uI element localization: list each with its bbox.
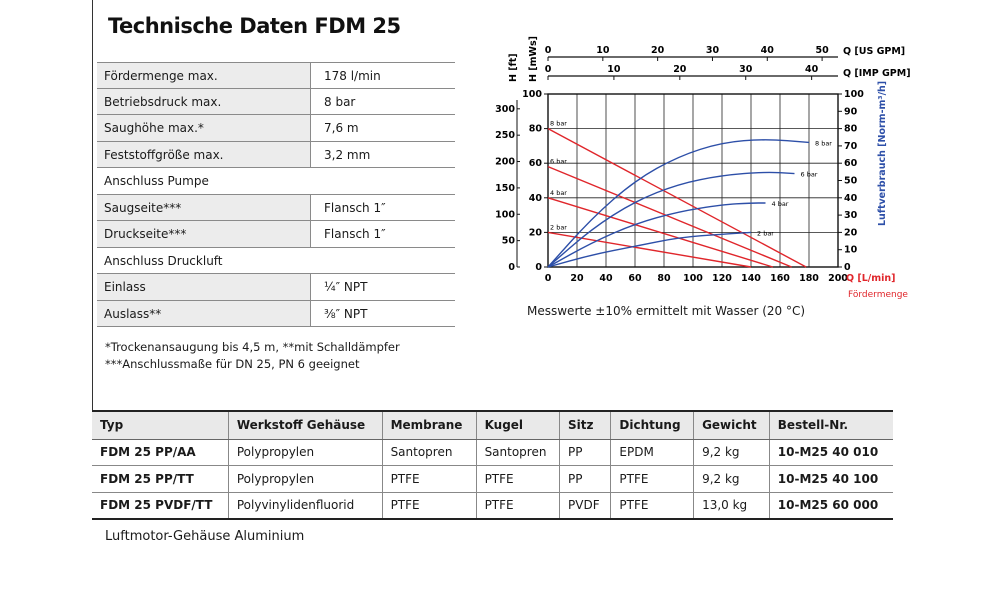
spec-row [97,142,455,169]
x-tick-label: 100 [683,273,703,284]
product-table [92,410,893,520]
table-row [92,492,893,519]
spec-section-header [97,168,455,195]
cell-seal: PTFE [611,492,694,519]
column-header: Gewicht [694,411,770,439]
air-series-label: 8 bar [815,139,832,148]
cell-ball: Santopren [476,439,559,466]
spec-section-header [97,248,455,275]
performance-chart [490,30,910,330]
x-tick-label: 20 [570,273,584,284]
y-tick-label-ft: 300 [495,103,515,115]
spec-value: Flansch 1″ [310,221,455,247]
column-header: Typ [92,411,228,439]
cell-membrane: PTFE [382,492,476,519]
top-axis-imp-tick-label: 10 [607,64,621,75]
head-series-line [548,167,792,267]
y-tick-label-ft: 0 [508,262,515,273]
left-axis-mws-label: H [mWs] [528,36,539,82]
spec-value: ¼″ NPT [310,274,455,300]
y-tick-label-mws: 60 [528,158,542,170]
spec-label: Fördermenge max. [104,69,218,83]
x-tick-label: 80 [657,273,671,284]
spec-label: Auslass** [104,306,162,321]
cell-seal: PTFE [611,466,694,493]
table-row [92,466,893,493]
x-tick-label: 0 [544,273,552,284]
spec-section-label: Anschluss Pumpe [104,174,209,188]
column-header: Dichtung [611,411,694,439]
y-tick-label-right: 60 [844,158,858,170]
cell-weight: 9,2 kg [694,466,770,493]
spec-value: 3,2 mm [310,142,455,168]
spec-row [97,89,455,116]
cell-seat: PP [560,466,611,493]
y-tick-label-right: 70 [844,140,858,152]
x-tick-label: 180 [799,273,819,284]
spec-section-label: Anschluss Druckluft [104,253,223,268]
top-axis-imp-tick-label: 40 [805,64,819,75]
y-tick-label-mws: 40 [528,192,542,204]
head-series-label: 8 bar [550,119,567,128]
spec-value: 178 l/min [310,63,455,88]
footnotes [105,339,400,373]
head-series-label: 4 bar [550,188,567,197]
spec-label: Druckseite*** [104,227,187,241]
cell-type: FDM 25 PP/AA [92,439,228,466]
top-axis-imp-tick-label: 20 [673,64,687,75]
footnote: ***Anschlussmaße für DN 25, PN 6 geeignet [105,357,360,371]
cell-seat: PVDF [560,492,611,519]
top-axis-us-label: Q [US GPM] [843,46,906,57]
cell-seal: EPDM [611,439,694,466]
cell-ball: PTFE [476,466,559,493]
product-table-header [92,411,893,439]
chart-caption: Messwerte ±10% ermittelt mit Wasser (20 °C) [527,304,806,318]
top-axis-us-tick-label: 40 [760,45,774,56]
top-axis-us-tick-label: 0 [544,45,552,56]
x-tick-label: 140 [741,273,761,284]
y-tick-label-mws: 100 [522,89,542,100]
page-title: Technische Daten FDM 25 [108,14,401,38]
top-axis-us-tick-label: 20 [651,45,665,56]
cell-order-no: 10-M25 40 100 [769,466,893,493]
cell-weight: 9,2 kg [694,439,770,466]
air-series-label: 2 bar [757,229,774,238]
spec-label: Feststoffgröße max. [104,147,224,162]
y-tick-label-ft: 100 [495,209,515,221]
x-tick-label: 60 [628,273,642,284]
performance-chart-svg [490,30,910,330]
air-series-label: 6 bar [800,170,818,179]
y-tick-label-mws: 0 [535,262,542,273]
right-axis-label: Luftverbrauch [Norm-m³/h] [877,80,888,226]
spec-row [97,62,455,89]
footnote: *Trockenansaugung bis 4,5 m, **mit Schalldämpfer [105,340,400,354]
cell-housing: Polyvinylidenfluorid [228,492,382,519]
housing-note: Luftmotor-Gehäuse Aluminium [105,529,305,544]
x-tick-label: 160 [770,273,790,284]
spec-row [97,274,455,301]
left-axis-ft-label: H [ft] [508,53,519,82]
column-header: Sitz [560,411,611,439]
top-axis-imp-tick-label: 30 [739,64,753,75]
cell-type: FDM 25 PP/TT [92,466,228,493]
spec-table [97,62,455,327]
top-axis-us-tick-label: 30 [705,45,720,56]
air-series-label: 4 bar [771,199,789,208]
x-axis-label: Q [L/min] [846,273,896,284]
head-series-label: 6 bar [550,157,567,166]
y-tick-label-right: 0 [844,262,851,273]
y-tick-label-ft: 250 [495,130,515,142]
y-tick-label-mws: 80 [528,123,542,135]
spec-label: Einlass [104,280,146,294]
spec-label: Saugseite*** [104,200,182,215]
spec-value: Flansch 1″ [310,195,455,221]
y-tick-label-right: 30 [844,210,858,222]
spec-row [97,195,455,222]
y-tick-label-right: 50 [844,175,858,187]
left-divider-line [92,0,93,410]
spec-value: 8 bar [310,89,455,115]
y-tick-label-ft: 200 [495,156,515,168]
top-axis-imp-tick-label: 0 [544,64,552,75]
spec-row [97,115,455,142]
cell-order-no: 10-M25 40 010 [769,439,893,466]
table-row [92,439,893,466]
x-axis-sublabel: Fördermenge [848,290,908,300]
spec-row [97,221,455,248]
y-tick-label-ft: 150 [495,182,515,194]
cell-membrane: PTFE [382,466,476,493]
x-tick-label: 200 [828,273,848,284]
y-tick-label-right: 80 [844,123,858,135]
cell-weight: 13,0 kg [694,492,770,519]
column-header: Kugel [476,411,559,439]
cell-ball: PTFE [476,492,559,519]
cell-type: FDM 25 PVDF/TT [92,492,228,519]
spec-label: Betriebsdruck max. [104,94,222,109]
column-header: Bestell-Nr. [769,411,893,439]
cell-seat: PP [560,439,611,466]
x-tick-label: 40 [599,273,613,284]
cell-membrane: Santopren [382,439,476,466]
top-axis-us-tick-label: 50 [815,45,829,56]
y-tick-label-right: 100 [844,89,864,100]
x-tick-label: 120 [712,273,732,284]
y-tick-label-mws: 20 [528,227,542,239]
y-tick-label-ft: 50 [501,235,515,247]
y-tick-label-right: 20 [844,227,858,239]
column-header: Membrane [382,411,476,439]
y-tick-label-right: 10 [844,244,858,256]
cell-housing: Polypropylen [228,466,382,493]
head-series-label: 2 bar [550,223,567,232]
top-axis-us-tick-label: 10 [596,45,610,56]
spec-value: 7,6 m [310,115,455,141]
y-tick-label-right: 40 [844,192,858,204]
column-header: Werkstoff Gehäuse [228,411,382,439]
cell-housing: Polypropylen [228,439,382,466]
y-tick-label-right: 90 [844,106,858,118]
cell-order-no: 10-M25 60 000 [769,492,893,519]
spec-value: ⅜″ NPT [310,301,455,327]
spec-label: Saughöhe max.* [104,121,204,135]
top-axis-imp-label: Q [IMP GPM] [843,68,911,79]
spec-row [97,301,455,328]
